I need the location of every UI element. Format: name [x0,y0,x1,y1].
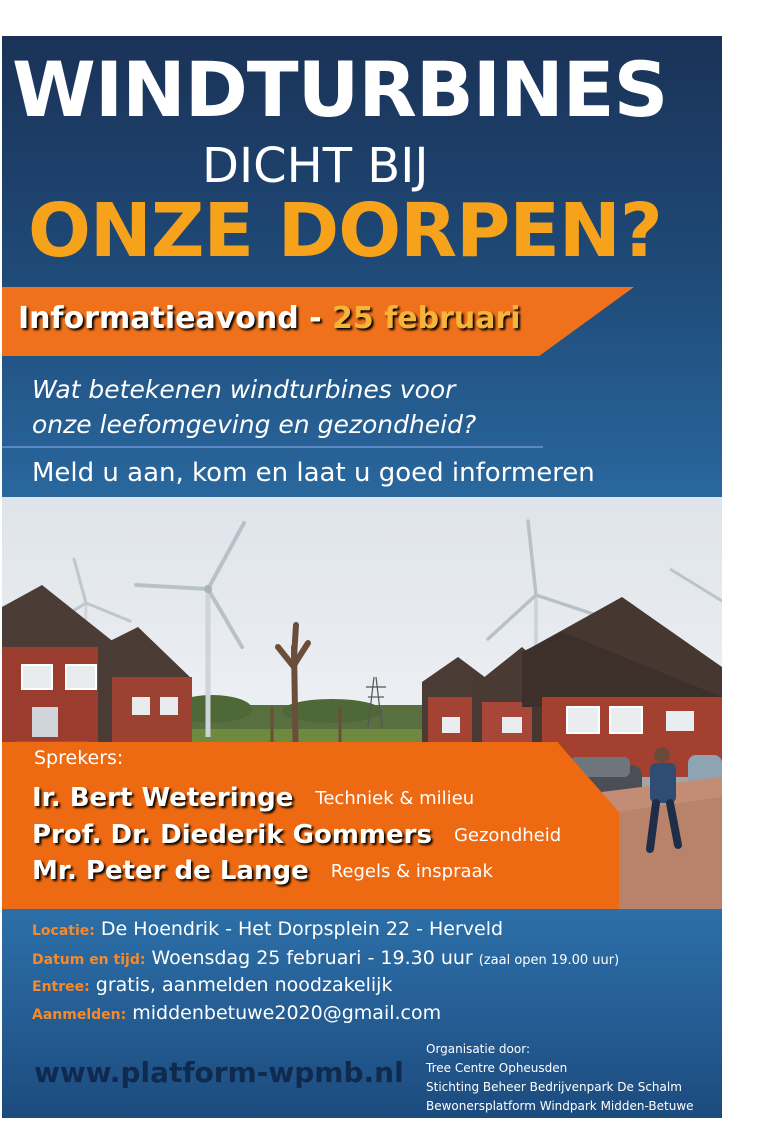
title-windturbines: WINDTURBINES [12,45,668,134]
info-banner-text [18,301,521,336]
detail-signup [32,1002,441,1024]
speaker-name: Prof. Dr. Diederik Gommers [32,820,432,850]
question-text [32,372,476,442]
question-line-1: Wat betekenen windturbines voor [32,375,456,404]
detail-value: Woensdag 25 februari - 19.30 uur [151,947,473,969]
title-onze-dorpen: ONZE DORPEN? [28,188,662,274]
detail-value: middenbetuwe2020@gmail.com [132,1002,442,1024]
question-line-2: onze leefomgeving en gezondheid? [32,410,477,439]
speaker-row-3 [32,856,493,886]
detail-label: Aanmelden: [32,1007,127,1023]
speakers-title: Sprekers: [34,747,124,769]
speaker-row-1 [32,783,474,813]
event-poster [2,36,722,1118]
title-dicht-bij: DICHT BIJ [202,138,429,194]
call-to-action: Meld u aan, kom en laat u goed informeren [32,458,595,488]
speaker-role: Regels & inspraak [330,860,493,882]
organisation-line: Stichting Beheer Bedrijvenpark De Schalm [426,1080,682,1094]
speaker-row-2 [32,820,561,850]
organisation-block [426,1040,694,1116]
detail-entry [32,974,392,996]
organisation-line: Bewonersplatform Windpark Midden-Betuwe [426,1099,694,1113]
speaker-name: Mr. Peter de Lange [32,856,309,886]
organisation-line: Tree Centre Opheusden [426,1061,568,1075]
detail-note: (zaal open 19.00 uur) [478,953,620,968]
detail-label: Datum en tijd: [32,952,146,968]
website-url: www.platform-wpmb.nl [34,1056,404,1089]
info-banner-date: 25 februari [332,301,521,336]
detail-label: Locatie: [32,923,95,939]
speaker-role: Techniek & milieu [315,787,475,809]
detail-datetime [32,947,619,969]
info-banner-prefix: Informatieavond - [18,301,333,336]
detail-value: De Hoendrik - Het Dorpsplein 22 - Herveld [100,918,504,940]
detail-value: gratis, aanmelden noodzakelijk [95,974,393,996]
detail-location [32,918,503,940]
speaker-role: Gezondheid [453,824,562,846]
speaker-name: Ir. Bert Weteringe [32,783,294,813]
detail-label: Entree: [32,979,90,995]
organisation-heading: Organisatie door: [426,1042,530,1056]
divider [2,446,543,448]
